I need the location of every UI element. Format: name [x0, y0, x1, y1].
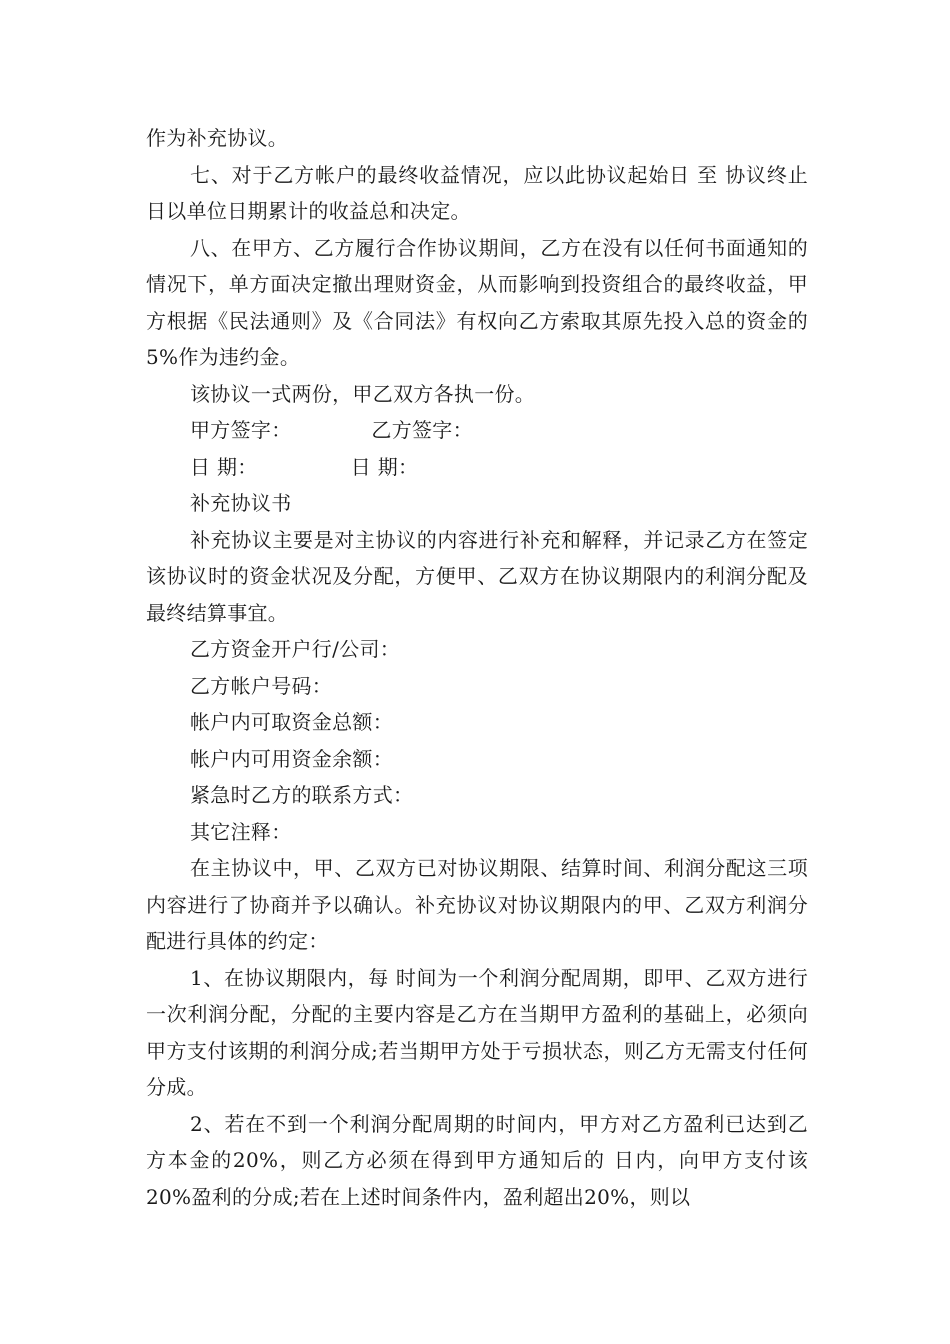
paragraph-main-agreement: 在主协议中，甲、乙双方已对协议期限、结算时间、利润分配这三项内容进行了协商并予以确认。补充协议对协议期限内的甲、乙双方利润分配进行具体的约定： [146, 856, 808, 953]
section-heading: 补充协议书 [190, 491, 292, 515]
signature-line: 甲方签字： 乙方签字： [190, 418, 473, 442]
document-body [146, 120, 808, 1215]
paragraph-copies: 该协议一式两份，甲乙双方各执一份。 [190, 381, 536, 406]
field-notes: 其它注释： [190, 819, 292, 844]
paragraph-supplement-intro: 补充协议主要是对主协议的内容进行补充和解释，并记录乙方在签定该协议时的资金状况及分配，方便甲、乙双方在协议期限内的利润分配及最终结算事宜。 [146, 527, 808, 625]
paragraph-clause-7: 七、对于乙方帐户的最终收益情况，应以此协议起始日 至 协议终止日以单位日期累计的收益总和决定。 [146, 162, 808, 223]
paragraph-clause-8: 八、在甲方、乙方履行合作协议期间，乙方在没有以任何书面通知的情况下，单方面决定撤出理财资金，从而影响到投资组合的最终收益，甲方根据《民法通则》及《合同法》有权向乙方索取其原先投入总的资金的5%作为违约金。 [146, 235, 808, 369]
field-account-number: 乙方帐户号码： [190, 673, 333, 698]
paragraph-item-1: 1、在协议期限内，每 时间为一个利润分配周期，即甲、乙双方进行一次利润分配，分配的主要内容是乙方在当期甲方盈利的基础上，必须向甲方支付该期的利润分成;若当期甲方处于亏损状态，则乙方无需支付任何分成。 [146, 965, 808, 1099]
paragraph-item-2: 2、若在不到一个利润分配周期的时间内，甲方对乙方盈利已达到乙方本金的20%，则乙方必须在得到甲方通知后的 日内，向甲方支付该20%盈利的分成;若在上述时间条件内，盈利超出20%，则以 [146, 1111, 808, 1209]
field-withdrawable-total: 帐户内可取资金总额： [190, 710, 393, 734]
field-available-balance: 帐户内可用资金余额： [190, 746, 393, 771]
date-line: 日 期： 日 期： [190, 454, 419, 479]
field-emergency-contact: 紧急时乙方的联系方式： [190, 783, 414, 807]
paragraph-continuation: 作为补充协议。 [146, 126, 289, 150]
field-bank: 乙方资金开户行/公司： [190, 637, 401, 661]
